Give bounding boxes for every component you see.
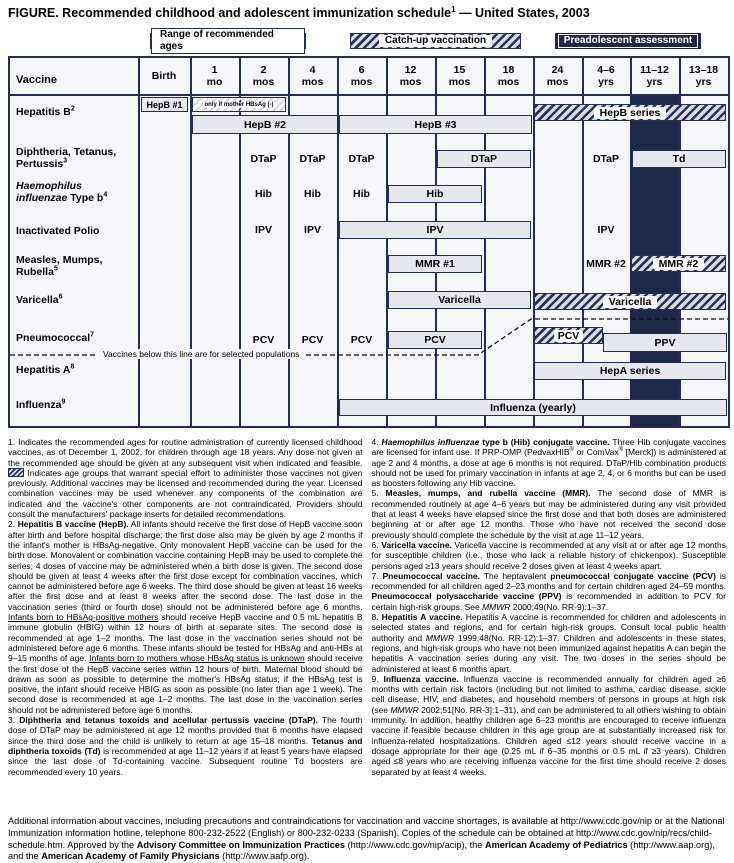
row-label-varicella: Varicella$^6$ (16, 293, 63, 306)
dtap-4-6yrs-cell: DTaP (592, 153, 620, 165)
header-line2: mos (252, 76, 275, 88)
footnote-6: 6. Varicella vaccine. Varicella vaccine is recommended at any visit at or after age 12 months for susceptible children (i.e., those who lack a reliable history of chickenpox). Susceptible persons aged ≥13 years should receive 2 doses given at least 4 weeks apart. (371, 539, 726, 571)
header-line2: yrs (646, 76, 663, 88)
footnote-3: 3. Diphtheria and tetanus toxoids and acellular pertussis vaccine (DTaP). The fourth dose of DTaP may be administered at age 12 months provided that 6 months have elapsed since the third dose and the child is unlikely to return at age 15–18 months. Tetanus and diphtheria toxoids (Td) is recommended at age 11–12 years if at least 5 years have elapsed since the last dose of Td-containing vaccine. Subsequent routine Td boosters are recommended every 10 years. (8, 715, 363, 777)
footnotes (8, 437, 726, 777)
pcv-6mos-cell: PCV (350, 334, 373, 346)
header-line2: mos (546, 76, 569, 88)
header-line1: 4 (309, 64, 316, 76)
column-header-vaccine: Vaccine (16, 74, 57, 86)
header-line1: 13–18 (688, 64, 719, 76)
td-11-18yrs-bar: Td (632, 150, 726, 168)
footnote-8: 8. Hepatitis A vaccine. Hepatitis A vaccine is recommended for children and adolescents in selected states and regions, and for certain high-risk groups. Consult local public health authority and MMWR 1999;48(No. RR-12):1–37. Children and adolescents in these states, regions, and high-risk groups who have not been immunized against hepatitis A can begin the hepatitis A vaccination series during any visit. The two doses in the series should be administered at least 6 months apart. (371, 612, 727, 674)
hib-4mos-cell: Hib (304, 188, 321, 200)
hepb-series-catchup-bar (534, 104, 726, 121)
mmr-dose1-bar: MMR #1 (388, 255, 482, 273)
hib-6mos-cell: Hib (353, 188, 370, 200)
header-line1: 6 (358, 64, 365, 76)
ipv-4-6yrs-cell: IPV (597, 224, 615, 236)
hepb-series-label: HepB series (594, 107, 667, 119)
header-line1: 4–6 (597, 64, 615, 76)
varicella-catchup-bar (534, 293, 726, 310)
ipv-4mos-cell: IPV (304, 224, 321, 236)
pcv-2mos-cell: PCV (252, 334, 275, 346)
pcv-catchup-bar (534, 327, 603, 344)
footnotes-right-column (372, 437, 727, 777)
row-label-inactivated-polio: Inactivated Polio (16, 225, 100, 237)
footnote-7: 7. Pneumococcal vaccine. The heptavalent pneumococcal conjugate vaccine (PCV) is recommended for all children aged 2–23 months and for certain children aged 24–59 months. Pneumococcal polysaccharide vaccine (PPV) is recommended in addition to PCV for certain high-risk groups. See MMWR 2000;49(No. RR-9):1–37. (371, 570, 726, 612)
legend-preadolescent-label: Preadolescent assessment (558, 34, 698, 48)
row-label-influenza: Influenza$^9$ (16, 398, 66, 411)
header-line2: mos (350, 76, 373, 88)
header-line2: yrs (598, 76, 614, 88)
header-line1: Birth (151, 70, 177, 82)
legend-range-of-recommended-ages (150, 29, 306, 52)
header-line1: 2 (260, 64, 267, 76)
footnotes-left-column (8, 437, 363, 777)
schedule-table (8, 56, 730, 428)
footnote-9: 9. Influenza vaccine. Influenza vaccine is recommended annually for children aged ≥6 months with certain risk factors (including but not limited to asthma, cardiac disease, sickle cell disease, HIV, and diabetes, and household members of persons in groups at high risk (see MMWR 2002;51[No. RR-3]:1–31), and can be administered to all others wishing to obtain immunity. In addition, healthy children age 6–23 months are encouraged to receive influenza vaccine if feasible because children in this age group are at substantially increased risk for influenza-related hospitalizations. Children aged ≤12 years should receive vaccine in a dosage appropriate for their age (0.25 mL if 6–35 months or 0.5 mL if ≥3 years). Children aged ≤8 years who are receiving influenza vaccine for the first time should receive 2 doses separated by at least 4 weeks. (371, 673, 727, 777)
pcv-12-15mos-bar: PCV (388, 331, 482, 349)
mmr-dose2-catchup-label: MMR #2 (653, 258, 705, 270)
row-label-pneumococcal: Pneumococcal$^7$ (16, 331, 95, 344)
hepb-dose1-bar: HepB #1 (141, 97, 188, 112)
influenza-yearly-bar: Influenza (yearly) (339, 399, 727, 416)
header-line1: 1 (211, 64, 218, 76)
header-line1: 15 (453, 64, 466, 76)
hepb-dose2-bar: HepB #2 (192, 115, 338, 134)
header-line1: 11–12 (640, 64, 669, 76)
row-label-hib: Haemophilus influenzae Type $b^4$ (16, 180, 108, 204)
varicella-catchup-label: Varicella (603, 296, 658, 308)
header-line2: yrs (695, 76, 712, 88)
row-label-mmr: Measles, Mumps, Rubella$^5$ (16, 254, 103, 278)
footnote-1: 1. Indicates the recommended ages for routine administration of currently licensed childhood vaccines, as of December 1, 2002, for children through age 18 years. Any dose not given at the recommended age should be given at any subsequent visit when indicated and feasible. Indicates age groups that warrant special effort to administer those vaccines not given previously. Additional vaccines may be licensed and recommended during the year. Licensed combination vaccines may be used whenever any components of the combination are indicated and the vaccine's other components are not contraindicated. Providers should consult the manufacturers' package inserts for detailed recommendations. (8, 437, 363, 520)
additional-information-note: Additional information about vaccines, including precautions and contraindications for vaccination and vaccine shortages, is available at http://www.cdc.gov/nip or at the National Immunization information hotline, telephone 800-232-2522 (English) or 800-232-0233 (Spanish). Copies of the schedule can be obtained at http://www.cdc.gov/nip/recs/child-schedule.htm. Approved by the Advisory Committee on Immunization Practices (http://www.cdc.gov/nip/acip), the American Academy of Pediatrics (http://www.aap.org), and the American Academy of Family Physicians (http://www.aafp.org). (8, 816, 725, 862)
header-line2: mo (206, 76, 223, 88)
legend-preadolescent-assessment (555, 33, 701, 49)
ppv-bar: PPV (603, 333, 727, 352)
pcv-4mos-cell: PCV (301, 334, 324, 346)
footnote-4: 4. Haemophilus influenzae type b (Hib) conjugate vaccine. Three Hib conjugate vaccines are licensed for infant use. If PRP-OMP (PedvaxHIB® or ComVax® [Merck]) is administered at age 2 and 4 months, a dose at age 6 months is not required. DTaP/Hib combination products should not be used for primary vaccination in infants at age 2, 4, or 6 months but can be used as boosters following any Hib vaccine. (371, 437, 727, 489)
header-line1: 18 (502, 64, 515, 76)
header-line1: 12 (404, 64, 417, 76)
hepb-only-if-mother-note (192, 97, 286, 112)
footnote-5: 5. Measles, mumps, and rubella vaccine (MMR). The second dose of MMR is recommended routinely at age 4–6 years but may be administered during any visit provided that at least 4 weeks have elapsed since the first dose and that both doses are administered beginning at or after age 12 months. Those who have not received the second dose previously should complete the schedule by the visit at age 11–12 years. (371, 488, 727, 540)
dtap-2mos-cell: DTaP (250, 153, 277, 165)
figure-title: FIGURE. Recommended childhood and adolescent immunization schedule$^1$ — United States, 2003 (8, 4, 590, 20)
row-label-hepatitis-a: Hepatitis $A^8$ (16, 363, 75, 376)
hib-2mos-cell: Hib (255, 188, 272, 200)
dtap-6mos-cell: DTaP (348, 153, 375, 165)
legend-catch-up-vaccination (350, 33, 521, 49)
row-label-dtap: Diphtheria, Tetanus, Pertussis$^3$ (16, 146, 117, 170)
hepa-series-bar: HepA series (534, 362, 726, 380)
dtap-15-18mos-bar: DTaP (437, 150, 531, 168)
catch-up-swatch-icon (8, 468, 24, 477)
footnote-2: 2. Hepatitis B vaccine (HepB). All infants should receive the first dose of HepB vaccine soon after birth and before hospital discharge; the first dose also may be given by age 2 months if the infant's mother is HBsAg-negative. Only monovalent HepB vaccine can be used for the birth dose. Monovalent or combination vaccine containing HepB may be used to complete the series; 4 doses of vaccine may be administered when a birth dose is given. The second dose should be given at least 4 weeks after the first dose except for combination vaccines, which cannot be administered before age 6 weeks. The third dose should be given at least 16 weeks after the first dose and at least 8 weeks after the second dose. The last dose in the vaccination series (third or fourth dose) should not be administered before age 6 months. Infants born to HBsAg-positive mothers should receive HepB vaccine and 0.5 mL hepatitis B immune globulin (HBIG) within 12 hours of birth at separate sites. The second dose is recommended at age 1–2 months. The last dose in the vaccination series should not be administered before age 6 months. These infants should be tested for HBsAg and anti-HBs at 9–15 months of age. Infants born to mothers whose HBsAg status is unknown should receive the first dose of the HepB vaccine series within 12 hours of birth. Maternal blood should be drawn as soon as possible to determine the mother's HBsAg status; if the HBsAg test is positive, the infant should receive HBIG as soon as possible (no later than age 1 week). The second dose is recommended at age 1–2 months. The last dose in the vaccination series should not be administered before age 6 months. (8, 519, 363, 715)
header-line2: mos (448, 76, 471, 88)
varicella-12-18mos-bar: Varicella (388, 291, 531, 309)
header-line2: mos (301, 76, 324, 88)
ipv-2mos-cell: IPV (255, 224, 272, 236)
header-line2: mos (497, 76, 520, 88)
hib-12-15mos-bar: Hib (388, 185, 482, 203)
header-line2: mos (399, 76, 422, 88)
selected-populations-note: Vaccines below this line are for selected populations (98, 349, 304, 359)
header-line1: 24 (551, 64, 564, 76)
ipv-6-18mos-bar: IPV (339, 221, 531, 239)
legend-catchup-label: Catch-up vaccination (379, 35, 492, 47)
mmr-dose2-4-6yrs-cell: MMR #2 (586, 258, 626, 270)
mmr-dose2-catchup-bar (631, 255, 726, 272)
hepb-note-label: only if mother HBsAg (-) (204, 101, 274, 108)
row-label-hepatitis-b: Hepatitis $B^2$ (16, 105, 75, 118)
dtap-4mos-cell: DTaP (299, 153, 326, 165)
pcv-catchup-label: PCV (554, 330, 584, 342)
hepb-dose3-bar: HepB #3 (339, 115, 532, 134)
legend-range-label: Range of recommended ages (151, 28, 305, 54)
